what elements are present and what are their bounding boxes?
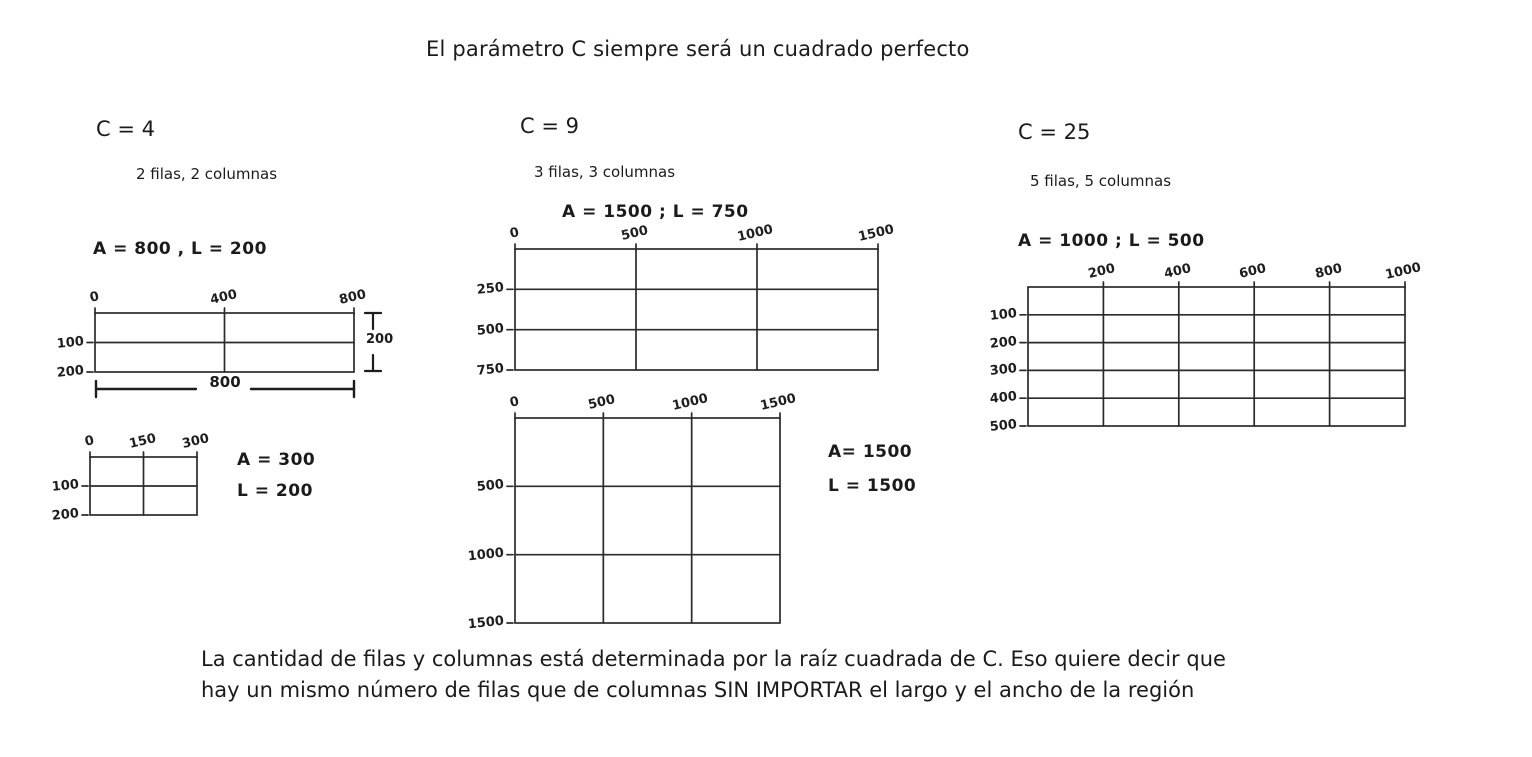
c9-heading: C = 9 <box>520 114 579 138</box>
footer-line-1: La cantidad de filas y columnas está determinada por la raíz cuadrada de C. Eso quiere decir que <box>201 647 1226 671</box>
c4-width-dimension-label: 800 <box>203 373 246 391</box>
x-tick-label: 0 <box>83 433 96 450</box>
x-tick-label: 400 <box>1162 261 1193 282</box>
y-tick-label: 1000 <box>467 545 505 565</box>
c4-height-dimension-label: 200 <box>366 332 394 347</box>
y-tick-label: 750 <box>476 361 505 379</box>
grid-c25 <box>989 260 1423 435</box>
x-tick-label: 1500 <box>856 222 896 245</box>
grid-lines <box>1016 275 1417 438</box>
y-tick-label: 500 <box>476 320 505 339</box>
grid-lines <box>78 445 209 527</box>
grid-lines <box>83 301 366 384</box>
c25-formula: A = 1000 ; L = 500 <box>1018 231 1205 251</box>
x-tick-label: 600 <box>1237 261 1268 282</box>
grid-c9-bottom <box>467 391 798 633</box>
y-tick-label: 250 <box>476 280 505 299</box>
x-tick-label: 200 <box>1087 261 1117 282</box>
x-tick-label: 1000 <box>735 222 775 245</box>
y-tick-label: 1500 <box>467 613 505 633</box>
y-tick-label: 400 <box>989 389 1018 408</box>
c4-formula: A = 800 , L = 200 <box>93 239 267 259</box>
page-title: El parámetro C siempre será un cuadrado perfecto <box>426 37 970 61</box>
c4-small-annotation-a: A = 300 <box>237 450 316 470</box>
grid-lines <box>503 406 792 635</box>
x-tick-label: 1500 <box>758 391 798 414</box>
c4-height-dimension <box>360 310 394 376</box>
x-tick-label: 0 <box>88 289 101 306</box>
footer-line-2: hay un mismo número de filas que de columnas SIN IMPORTAR el largo y el ancho de la región <box>201 678 1195 702</box>
x-tick-label: 1000 <box>670 391 710 414</box>
y-tick-label: 500 <box>989 417 1018 435</box>
x-tick-label: 0 <box>508 394 521 411</box>
c9-bottom-annotation-l: L = 1500 <box>828 476 917 496</box>
c9-bottom-annotation-a: A= 1500 <box>828 442 913 462</box>
x-tick-label: 800 <box>337 287 368 308</box>
y-tick-label: 200 <box>51 506 80 524</box>
c4-width-dimension <box>93 373 357 399</box>
c4-small-annotation-l: L = 200 <box>237 481 313 501</box>
x-tick-label: 800 <box>1313 261 1344 282</box>
x-tick-label: 150 <box>127 431 158 452</box>
grid-c4-main <box>56 287 368 381</box>
y-tick-label: 100 <box>989 305 1018 324</box>
c25-subtitle: 5 filas, 5 columnas <box>1030 172 1172 190</box>
c9-subtitle: 3 filas, 3 columnas <box>534 163 676 181</box>
y-tick-label: 200 <box>989 333 1018 352</box>
y-tick-label: 100 <box>51 477 80 495</box>
y-tick-label: 200 <box>56 363 85 381</box>
x-tick-label: 500 <box>587 392 617 413</box>
x-tick-label: 300 <box>180 431 211 452</box>
grid-c9-top <box>476 222 896 379</box>
grid-c4-small <box>51 431 211 524</box>
y-tick-label: 100 <box>56 333 85 352</box>
x-tick-label: 0 <box>508 225 521 242</box>
c4-subtitle: 2 filas, 2 columnas <box>136 165 278 183</box>
c25-heading: C = 25 <box>1018 120 1091 144</box>
x-tick-label: 500 <box>619 223 650 244</box>
x-tick-label: 400 <box>208 287 239 308</box>
grid-lines <box>503 237 890 382</box>
y-tick-label: 500 <box>476 477 505 496</box>
c4-heading: C = 4 <box>96 117 155 141</box>
x-tick-label: 1000 <box>1383 260 1423 283</box>
y-tick-label: 300 <box>989 361 1018 380</box>
c9-formula: A = 1500 ; L = 750 <box>562 202 749 222</box>
